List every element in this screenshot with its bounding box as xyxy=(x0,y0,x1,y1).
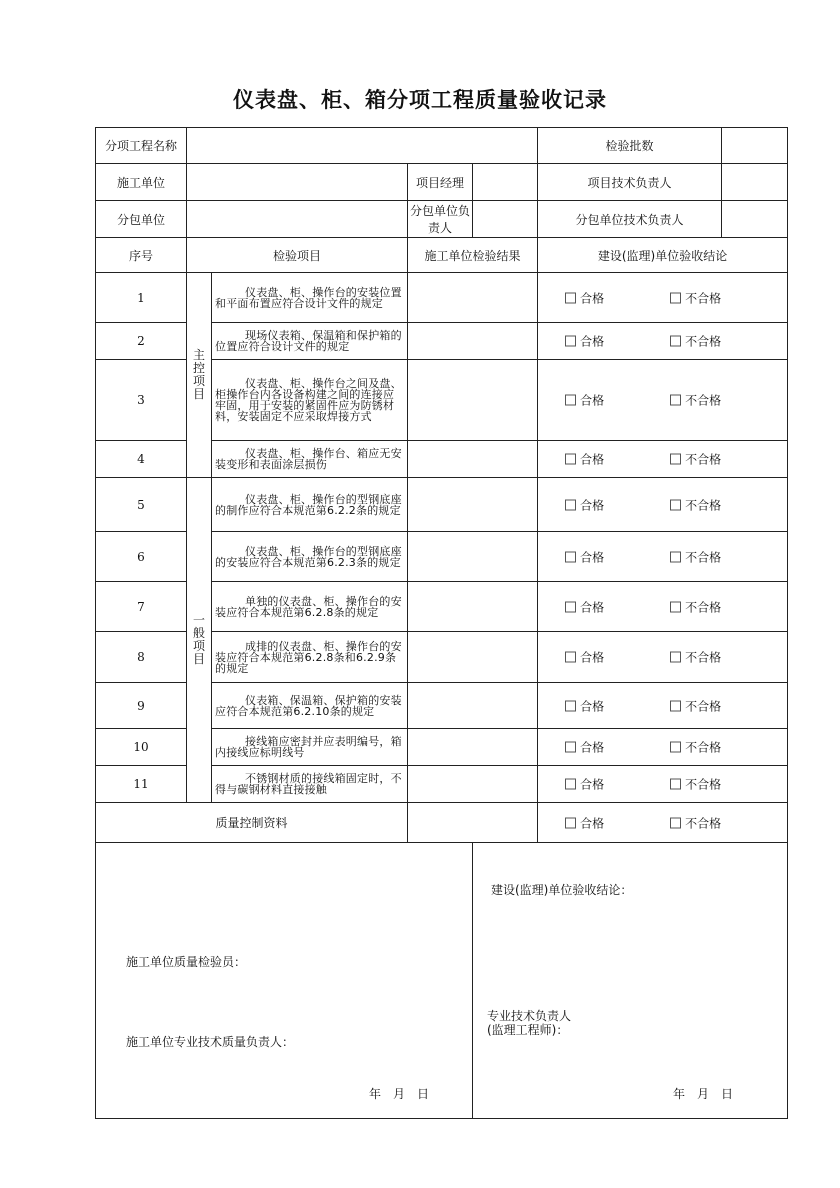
fail-checkbox[interactable]: 不合格 xyxy=(670,814,721,831)
item-text: 仪表盘、柜、操作台、箱应无安装变形和表面涂层损伤 xyxy=(212,441,408,478)
tech-lead-field[interactable] xyxy=(722,164,788,201)
fail-checkbox[interactable]: 不合格 xyxy=(670,598,721,615)
table-row xyxy=(96,478,788,532)
project-manager-field[interactable] xyxy=(473,164,538,201)
fail-checkbox[interactable]: 不合格 xyxy=(670,289,721,306)
quality-docs-field[interactable] xyxy=(408,803,538,843)
conclusion-cell xyxy=(538,803,788,843)
project-manager-label: 项目经理 xyxy=(408,164,473,201)
conclusion-cell xyxy=(538,766,788,803)
result-field[interactable] xyxy=(408,273,538,323)
item-text: 仪表盘、柜、操作台的型钢底座的安装应符合本规范第6.2.3条的规定 xyxy=(212,532,408,582)
col-result: 施工单位检验结果 xyxy=(408,238,538,273)
tech-lead-label: 项目技术负责人 xyxy=(538,164,722,201)
pass-checkbox[interactable]: 合格 xyxy=(565,776,604,793)
item-text: 仪表箱、保温箱、保护箱的安装应符合本规范第6.2.10条的规定 xyxy=(212,683,408,729)
subcontractor-label: 分包单位 xyxy=(96,201,187,238)
row-number: 1 xyxy=(96,273,187,323)
result-field[interactable] xyxy=(408,729,538,766)
conclusion-cell xyxy=(538,441,788,478)
group-main-label: 主 控 项 目 xyxy=(187,273,212,478)
result-field[interactable] xyxy=(408,323,538,360)
pass-checkbox[interactable]: 合格 xyxy=(565,598,604,615)
result-field[interactable] xyxy=(408,360,538,441)
conclusion-cell xyxy=(538,360,788,441)
row-number: 6 xyxy=(96,532,187,582)
acceptance-form xyxy=(95,127,788,1119)
date-left: 年 月 日 xyxy=(369,1087,430,1101)
item-text: 不锈钢材质的接线箱固定时，不得与碳钢材料直接接触 xyxy=(212,766,408,803)
result-field[interactable] xyxy=(408,582,538,632)
sub-lead-field[interactable] xyxy=(473,201,538,238)
batch-field[interactable] xyxy=(722,128,788,164)
conclusion-cell xyxy=(538,632,788,683)
item-text: 仪表盘、柜、操作台之间及盘、柜操作台内各设备构建之间的连接应牢固，用于安装的紧固件应为防锈材料，安装固定不应采取焊接方式 xyxy=(212,360,408,441)
item-text: 成排的仪表盘、柜、操作台的安装应符合本规范第6.2.8条和6.2.9条的规定 xyxy=(212,632,408,683)
fail-checkbox[interactable]: 不合格 xyxy=(670,649,721,666)
fail-checkbox[interactable]: 不合格 xyxy=(670,739,721,756)
signature-row xyxy=(96,843,788,1119)
pass-checkbox[interactable]: 合格 xyxy=(565,451,604,468)
pass-checkbox[interactable]: 合格 xyxy=(565,697,604,714)
result-field[interactable] xyxy=(408,632,538,683)
item-text: 仪表盘、柜、操作台的安装位置和平面布置应符合设计文件的规定 xyxy=(212,273,408,323)
pass-checkbox[interactable]: 合格 xyxy=(565,548,604,565)
col-item: 检验项目 xyxy=(187,238,408,273)
item-text: 接线箱应密封并应表明编号，箱内接线应标明线号 xyxy=(212,729,408,766)
date-right: 年 月 日 xyxy=(673,1087,734,1101)
item-text: 现场仪表箱、保温箱和保护箱的位置应符合设计文件的规定 xyxy=(212,323,408,360)
quality-docs-label: 质量控制资料 xyxy=(96,803,408,843)
item-text: 仪表盘、柜、操作台的型钢底座的制作应符合本规范第6.2.2条的规定 xyxy=(212,478,408,532)
tech-lead-sign-label-2: (监理工程师)： xyxy=(487,1023,569,1037)
project-name-field[interactable] xyxy=(187,128,538,164)
pass-checkbox[interactable]: 合格 xyxy=(565,289,604,306)
row-number: 10 xyxy=(96,729,187,766)
sub-tech-lead-label: 分包单位技术负责人 xyxy=(538,201,722,238)
sub-tech-lead-field[interactable] xyxy=(722,201,788,238)
fail-checkbox[interactable]: 不合格 xyxy=(670,776,721,793)
group-general-label: 一 般 项 目 xyxy=(187,478,212,803)
result-field[interactable] xyxy=(408,441,538,478)
construction-unit-field[interactable] xyxy=(187,164,408,201)
project-name-label: 分项工程名称 xyxy=(96,128,187,164)
fail-checkbox[interactable]: 不合格 xyxy=(670,548,721,565)
row-number: 11 xyxy=(96,766,187,803)
row-number: 4 xyxy=(96,441,187,478)
fail-checkbox[interactable]: 不合格 xyxy=(670,333,721,350)
construction-signature-area[interactable] xyxy=(96,843,473,1119)
quality-docs-row xyxy=(96,803,788,843)
fail-checkbox[interactable]: 不合格 xyxy=(670,451,721,468)
pass-checkbox[interactable]: 合格 xyxy=(565,814,604,831)
batch-label: 检验批数 xyxy=(538,128,722,164)
fail-checkbox[interactable]: 不合格 xyxy=(670,392,721,409)
conclusion-cell xyxy=(538,323,788,360)
pass-checkbox[interactable]: 合格 xyxy=(565,392,604,409)
pass-checkbox[interactable]: 合格 xyxy=(565,496,604,513)
table-row xyxy=(96,273,788,323)
result-field[interactable] xyxy=(408,532,538,582)
fail-checkbox[interactable]: 不合格 xyxy=(670,697,721,714)
conclusion-cell xyxy=(538,532,788,582)
tech-lead-sign-label-1: 专业技术负责人 xyxy=(487,1009,572,1023)
row-number: 3 xyxy=(96,360,187,441)
conclusion-cell xyxy=(538,683,788,729)
result-field[interactable] xyxy=(408,766,538,803)
conclusion-cell xyxy=(538,582,788,632)
supervisor-conclusion-label: 建设(监理)单位验收结论： xyxy=(491,883,633,897)
row-number: 5 xyxy=(96,478,187,532)
result-field[interactable] xyxy=(408,478,538,532)
construction-unit-label: 施工单位 xyxy=(96,164,187,201)
pass-checkbox[interactable]: 合格 xyxy=(565,649,604,666)
conclusion-cell xyxy=(538,273,788,323)
sub-lead-label: 分包单位负责人 xyxy=(408,201,473,238)
col-seq: 序号 xyxy=(96,238,187,273)
conclusion-cell xyxy=(538,729,788,766)
supervisor-signature-area[interactable] xyxy=(473,843,788,1119)
item-text: 单独的仪表盘、柜、操作台的安装应符合本规范第6.2.8条的规定 xyxy=(212,582,408,632)
conclusion-cell xyxy=(538,478,788,532)
result-field[interactable] xyxy=(408,683,538,729)
inspector-label: 施工单位质量检验员： xyxy=(126,955,247,969)
pass-checkbox[interactable]: 合格 xyxy=(565,739,604,756)
col-conclusion: 建设(监理)单位验收结论 xyxy=(538,238,788,273)
fail-checkbox[interactable]: 不合格 xyxy=(670,496,721,513)
row-number: 9 xyxy=(96,683,187,729)
pass-checkbox[interactable]: 合格 xyxy=(565,333,604,350)
row-number: 2 xyxy=(96,323,187,360)
row-number: 8 xyxy=(96,632,187,683)
row-number: 7 xyxy=(96,582,187,632)
page-title: 仪表盘、柜、箱分项工程质量验收记录 xyxy=(233,88,607,112)
quality-lead-label: 施工单位专业技术质量负责人： xyxy=(126,1035,295,1049)
subcontractor-field[interactable] xyxy=(187,201,408,238)
